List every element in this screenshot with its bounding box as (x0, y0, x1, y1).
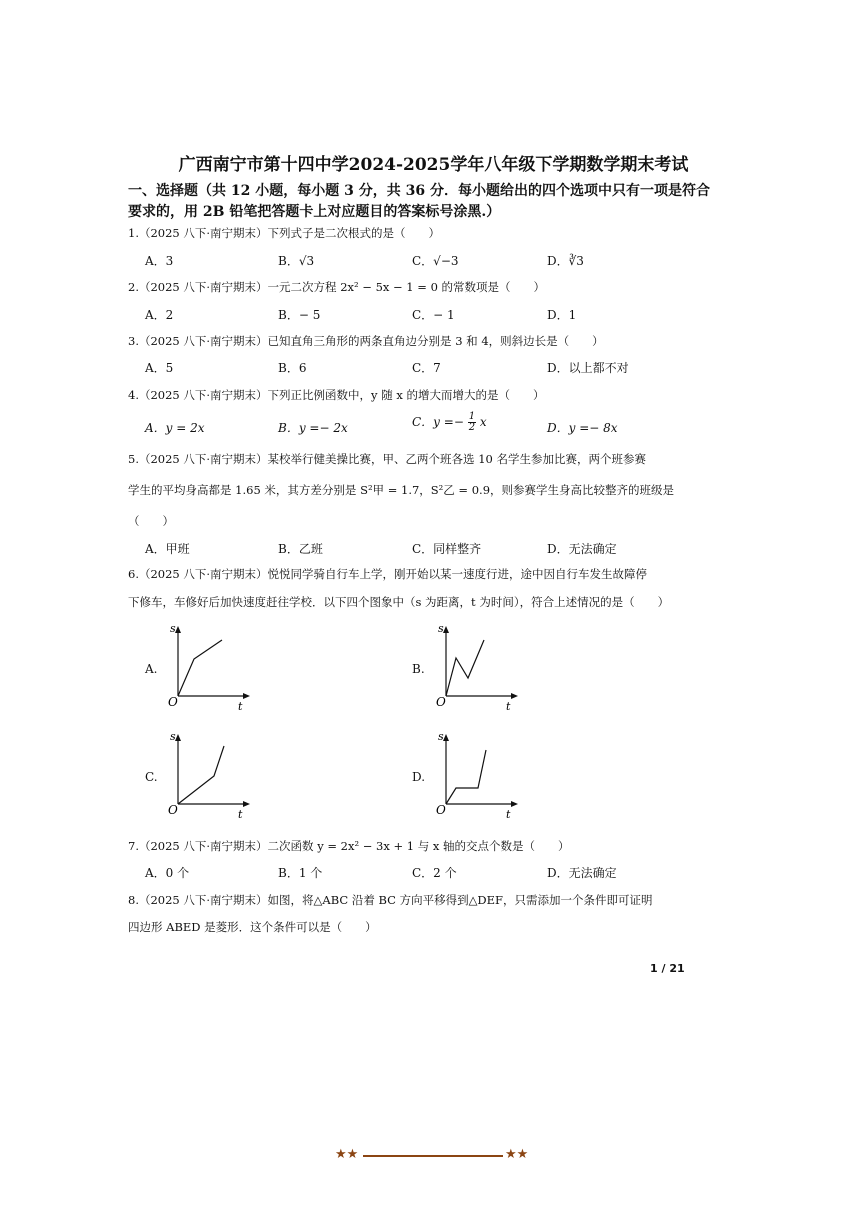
question-6-stem-line1: 6.（2025 八下·南宁期末）悦悦同学骑自行车上学，刚开始以某一速度行进，途中因自行车发生故障停 (128, 567, 648, 581)
question-8-stem-line1: 8.（2025 八下·南宁期末）如图，将△ABC 沿着 BC 方向平移得到△DEF，只需添加一个条件即可证明 (128, 893, 653, 907)
graph-d-t-label: t (506, 808, 511, 821)
graph-b-t-arrow (511, 693, 518, 699)
graph-c-origin: O (168, 803, 178, 817)
graph-a-s-arrow (175, 626, 181, 633)
question-5-stem-line3: （ ） (128, 514, 174, 528)
graph-c-curve (178, 746, 224, 804)
question-5-stem-line2: 学生的平均身高都是 1.65 米，其方差分别是 S²甲 = 1.7，S²乙 = 0.9，则参赛学生身高比较整齐的班级是 (128, 483, 675, 497)
graph-c-label: C. (145, 770, 158, 784)
question-5-stem-line1: 5.（2025 八下·南宁期末）某校举行健美操比赛，甲、乙两个班各选 10 名学生参加比赛，两个班参赛 (128, 452, 646, 466)
q3-option-a: A．5 (145, 361, 174, 375)
q2-option-c: C．− 1 (412, 308, 455, 322)
q2-option-b: B．− 5 (278, 308, 321, 322)
q1-option-c: C．√−3 (412, 254, 459, 268)
q4-option-d: D．y =− 8x (547, 421, 618, 435)
graph-b-s-label: s (438, 622, 444, 635)
graph-a-s-label: s (170, 622, 176, 635)
graph-d-curve (446, 750, 486, 804)
q4-option-c (412, 412, 487, 433)
graph-d-label: D. (412, 770, 426, 784)
graph-b-s-arrow (443, 626, 449, 633)
question-1-stem: 1.（2025 八下·南宁期末）下列式子是二次根式的是（ ） (128, 226, 441, 240)
footer-stars-left: ★★ (335, 1147, 359, 1162)
footer-stars-right: ★★ (505, 1147, 529, 1162)
graph-b-t-label: t (506, 700, 511, 713)
question-8-stem-line2: 四边形 ABED 是菱形．这个条件可以是（ ） (128, 920, 377, 934)
q4-option-a: A．y = 2x (145, 421, 205, 435)
graph-d-s-arrow (443, 734, 449, 741)
graph-b-curve (446, 640, 484, 696)
q5-option-c: C．同样整齐 (412, 542, 482, 556)
graph-a-origin: O (168, 695, 178, 709)
q4-option-c-prefix: C．y =− (412, 415, 464, 429)
graph-d-s-label: s (438, 730, 444, 743)
section-heading-line1: 一、选择题（共 12 小题，每小题 3 分，共 36 分．每小题给出的四个选项中只有一项是符合 (128, 183, 710, 199)
q3-option-c: C．7 (412, 361, 441, 375)
q1-option-b: B．√3 (278, 254, 315, 268)
q3-option-d: D．以上都不对 (547, 361, 629, 375)
question-2-stem: 2.（2025 八下·南宁期末）一元二次方程 2x² − 5x − 1 = 0 的常数项是（ ） (128, 280, 546, 294)
q7-option-d: D．无法确定 (547, 866, 617, 880)
q4-option-c-fraction: $\frac{1}{2}$ (468, 411, 476, 433)
graph-a-curve (178, 640, 222, 696)
graph-c-s-label: s (170, 730, 176, 743)
q2-option-d: D．1 (547, 308, 577, 322)
q5-option-d: D．无法确定 (547, 542, 617, 556)
graph-c-t-arrow (243, 801, 250, 807)
graph-c-s-arrow (175, 734, 181, 741)
section-heading-line2: 要求的，用 2B 铅笔把答题卡上对应题目的答案标号涂黑.） (128, 204, 501, 220)
q4-option-c-tail: x (479, 415, 487, 429)
q5-option-b: B．乙班 (278, 542, 323, 556)
q3-option-b: B．6 (278, 361, 307, 375)
graph-b-origin: O (436, 695, 446, 709)
question-6-stem-line2: 下修车，车修好后加快速度赶往学校．以下四个图象中（s 为距离，t 为时间），符合上述情况的是（ ） (128, 595, 670, 609)
question-3-stem: 3.（2025 八下·南宁期末）已知直角三角形的两条直角边分别是 3 和 4，则斜边长是（ ） (128, 334, 604, 348)
graph-a-label: A. (145, 662, 158, 676)
q4-option-b: B．y =− 2x (278, 421, 348, 435)
q7-option-b: B．1 个 (278, 866, 323, 880)
question-7-stem: 7.（2025 八下·南宁期末）二次函数 y = 2x² − 3x + 1 与 x 轴的交点个数是（ ） (128, 839, 570, 853)
q7-option-c: C．2 个 (412, 866, 457, 880)
graph-c-t-label: t (238, 808, 243, 821)
graph-a-t-label: t (238, 700, 243, 713)
graph-d-t-arrow (511, 801, 518, 807)
footer-decoration (335, 1147, 535, 1165)
question-4-stem: 4.（2025 八下·南宁期末）下列正比例函数中，y 随 x 的增大而增大的是（ ） (128, 388, 545, 402)
graph-b (428, 620, 528, 716)
q5-option-a: A．甲班 (145, 542, 190, 556)
graph-c (160, 728, 260, 824)
q2-option-a: A．2 (145, 308, 174, 322)
graph-a-t-arrow (243, 693, 250, 699)
page-number: 1 / 21 (650, 962, 685, 975)
q7-option-a: A．0 个 (145, 866, 190, 880)
graph-d-origin: O (436, 803, 446, 817)
page-title: 广西南宁市第十四中学2024-2025学年八年级下学期数学期末考试 (178, 155, 689, 175)
q1-option-a: A．3 (145, 254, 174, 268)
footer-line (363, 1155, 503, 1157)
graph-b-label: B. (412, 662, 425, 676)
q1-option-d: D．∛3 (547, 254, 584, 268)
graph-d (428, 728, 528, 824)
graph-a (160, 620, 260, 716)
